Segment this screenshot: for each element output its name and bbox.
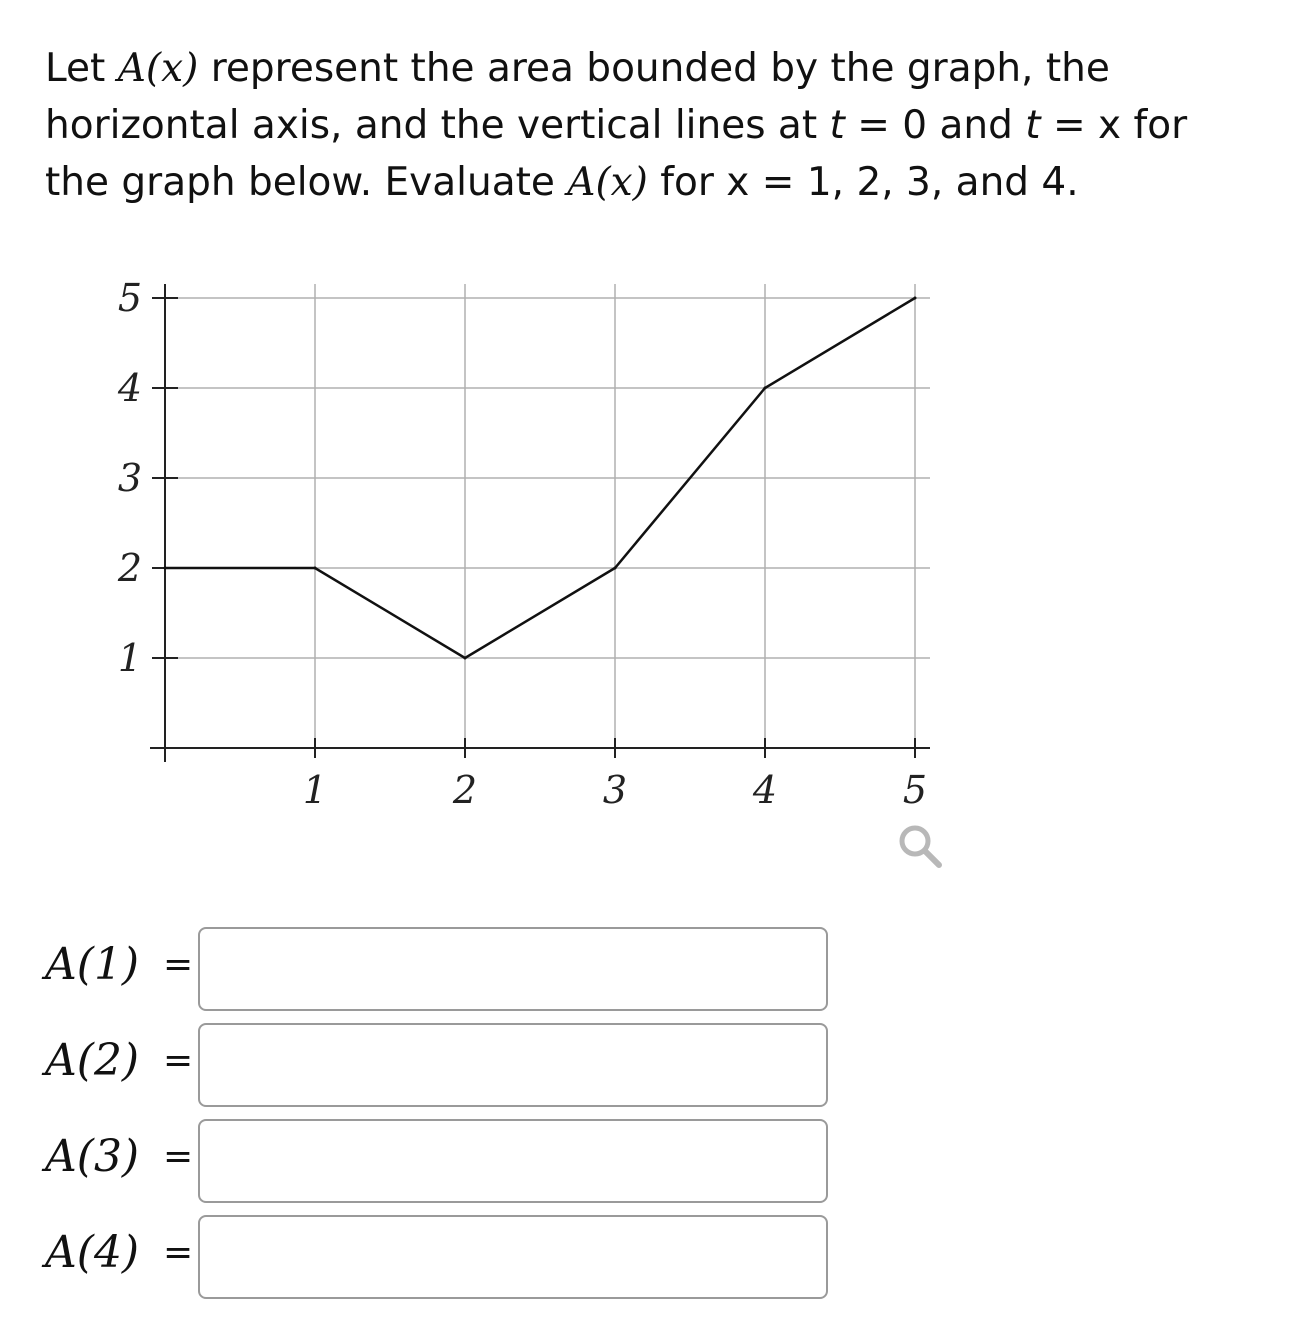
answer-label-a3: A(3) [45, 1131, 140, 1182]
answer-input-a3[interactable] [198, 1119, 828, 1203]
data-point [614, 567, 617, 570]
equals-sign: = [163, 944, 194, 985]
answer-input-a1[interactable] [198, 927, 828, 1011]
problem-text-4: = x for the graph below. Evaluate [45, 103, 1188, 205]
answer-row-a3 [45, 1119, 845, 1207]
answer-row-a2 [45, 1023, 845, 1111]
magnifier-icon [895, 822, 947, 872]
y-tick-label: 4 [117, 366, 143, 410]
answer-label-a4: A(4) [45, 1227, 140, 1278]
problem-text-2: represent the area bounded by the graph, the horizontal axis, and the vertical lines at [45, 46, 1110, 148]
answer-input-a2[interactable] [198, 1023, 828, 1107]
answer-label-a2: A(2) [45, 1035, 140, 1086]
data-point [164, 567, 167, 570]
equals-sign: = [163, 1136, 194, 1177]
equals-sign: = [163, 1232, 194, 1273]
y-tick-label: 3 [117, 456, 143, 500]
zoom-button[interactable] [895, 822, 947, 872]
x-tick-label: 4 [752, 768, 778, 812]
x-tick-label: 5 [902, 768, 928, 812]
x-tick-label: 3 [602, 768, 628, 812]
answer-label-a1: A(1) [45, 939, 140, 990]
answer-row-a1 [45, 927, 845, 1015]
data-point [764, 387, 767, 390]
problem-text-1: Let [45, 46, 118, 91]
data-point [464, 657, 467, 660]
answer-row-a4 [45, 1215, 845, 1303]
problem-text-5: for x = 1, 2, 3, and 4. [647, 160, 1079, 205]
math-variable-t: t [1025, 103, 1041, 148]
math-variable-t: t [829, 103, 845, 148]
data-point [914, 297, 917, 300]
y-tick-label: 5 [117, 276, 143, 320]
math-area-function: A(x) [117, 46, 199, 91]
math-area-function: A(x) [567, 160, 648, 205]
y-tick-label: 1 [117, 636, 143, 680]
data-point [314, 567, 317, 570]
problem-text-3: = 0 and [844, 103, 1026, 148]
equals-sign: = [163, 1040, 194, 1081]
x-tick-label: 2 [452, 768, 478, 812]
y-tick-label: 2 [117, 546, 143, 590]
x-tick-label: 1 [302, 768, 328, 812]
answer-input-a4[interactable] [198, 1215, 828, 1299]
